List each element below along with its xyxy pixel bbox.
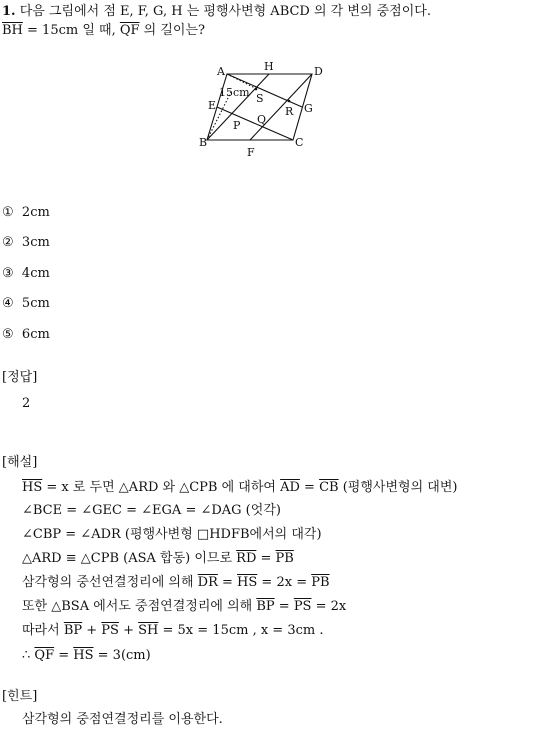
option-4-mark: ④ [2, 296, 14, 311]
hint-text: 삼각형의 중점연결정리를 이용한다. [22, 712, 223, 727]
seg-hs-3: $\overline{HS}$ [73, 648, 94, 663]
seg-ps-2: $\overline{PS}$ [101, 623, 119, 638]
question-line-2 [2, 23, 205, 39]
seg-pb: $\overline{PB}$ [275, 551, 294, 566]
option-1-mark: ① [2, 205, 14, 220]
label-r: R [285, 105, 294, 118]
answer-header: [정답] [2, 370, 38, 385]
solution-line-7 [22, 623, 323, 639]
label-h: H [264, 60, 274, 73]
option-2[interactable] [2, 235, 50, 251]
sol6-rest: = 2x [311, 599, 347, 614]
sol1-eq: = [299, 480, 320, 495]
label-e: E [208, 99, 217, 112]
seg-pb-2: $\overline{PB}$ [311, 575, 330, 590]
seg-bp-2: $\overline{BP}$ [63, 623, 83, 638]
question-eq: = 15cm 일 때, [22, 23, 120, 38]
question-text: 다음 그림에서 점 E, F, G, H 는 평행사변형 ABCD 의 각 변의 중점이다. [19, 4, 431, 19]
sol1-text: = x 로 두면 △ARD 와 △CPB 에 대하여 [42, 480, 281, 495]
sol7-text: 따라서 [22, 623, 64, 638]
option-2-text: 3cm [21, 235, 50, 250]
solution-line-2: ∠BCE = ∠GEC = ∠EGA = ∠DAG (엇각) [22, 503, 281, 518]
sol1-rest: (평행사변형의 대변) [338, 480, 458, 495]
label-s: S [256, 92, 264, 105]
point-s [255, 88, 258, 91]
segment-qf: $\overline{QF}$ [119, 23, 140, 38]
question-rest: 의 길이는? [139, 23, 205, 38]
option-1-text: 2cm [21, 205, 50, 220]
label-length: 15cm [219, 86, 250, 99]
parallelogram-figure [195, 58, 335, 160]
seg-cb: $\overline{CB}$ [319, 480, 339, 495]
sol7-plus2: + [118, 623, 139, 638]
option-3-text: 4cm [21, 266, 50, 281]
seg-rd: $\overline{RD}$ [236, 551, 257, 566]
solution-line-1 [22, 480, 457, 496]
label-g: G [304, 102, 313, 115]
sol4-eq: = [256, 551, 276, 566]
sol7-plus1: + [82, 623, 102, 638]
option-3-mark: ③ [2, 266, 14, 281]
hint-header: [힌트] [2, 689, 38, 704]
seg-hs-2: $\overline{HS}$ [237, 575, 258, 590]
sol6-eq: = [274, 599, 294, 614]
seg-ad: $\overline{AD}$ [280, 480, 300, 495]
sol4-text: △ARD ≡ △CPB (ASA 합동) 이므로 [22, 551, 237, 566]
sol8-therefore: ∴ [22, 648, 35, 663]
sol5-eq: = [217, 575, 238, 590]
solution-line-6 [22, 599, 346, 615]
solution-line-3: ∠CBP = ∠ADR (평행사변형 □HDFB에서의 대각) [22, 527, 322, 542]
sol7-rest: = 5x = 15cm , x = 3cm . [158, 623, 324, 638]
answer-value: 2 [22, 396, 31, 411]
seg-bp: $\overline{BP}$ [256, 599, 275, 614]
solution-line-5 [22, 575, 330, 591]
label-b: B [199, 136, 208, 149]
seg-ps: $\overline{PS}$ [293, 599, 312, 614]
solution-line-4 [22, 551, 294, 567]
sol8-eq: = [54, 648, 74, 663]
seg-qf-2: $\overline{QF}$ [34, 648, 55, 663]
seg-hs: $\overline{HS}$ [22, 480, 43, 495]
solution-header: [해설] [2, 455, 38, 470]
option-4-text: 5cm [21, 296, 50, 311]
option-5-mark: ⑤ [2, 327, 14, 342]
label-a: A [217, 65, 225, 78]
option-5-text: 6cm [21, 327, 50, 342]
sol5-mid: = 2x = [257, 575, 312, 590]
sol5-text: 삼각형의 중선연결정리에 의해 [22, 575, 198, 590]
label-q: Q [257, 113, 267, 126]
solution-line-8 [22, 648, 151, 664]
option-4[interactable] [2, 296, 50, 312]
label-d: D [314, 65, 323, 78]
seg-dr: $\overline{DR}$ [197, 575, 218, 590]
option-2-mark: ② [2, 235, 14, 250]
option-3[interactable] [2, 266, 50, 282]
option-5[interactable] [2, 327, 50, 343]
label-f: F [247, 146, 255, 159]
option-1[interactable] [2, 205, 50, 221]
segment-bh: $\overline{BH}$ [2, 23, 23, 38]
question-line-1 [2, 4, 431, 20]
label-p: P [233, 119, 241, 132]
question-number: 1. [2, 4, 16, 19]
seg-sh: $\overline{SH}$ [138, 623, 159, 638]
point-r [288, 100, 291, 103]
sol6-text: 또한 △BSA 에서도 중점연결정리에 의해 [22, 599, 257, 614]
sol8-rest: = 3(cm) [93, 648, 151, 663]
label-c: C [295, 136, 304, 149]
